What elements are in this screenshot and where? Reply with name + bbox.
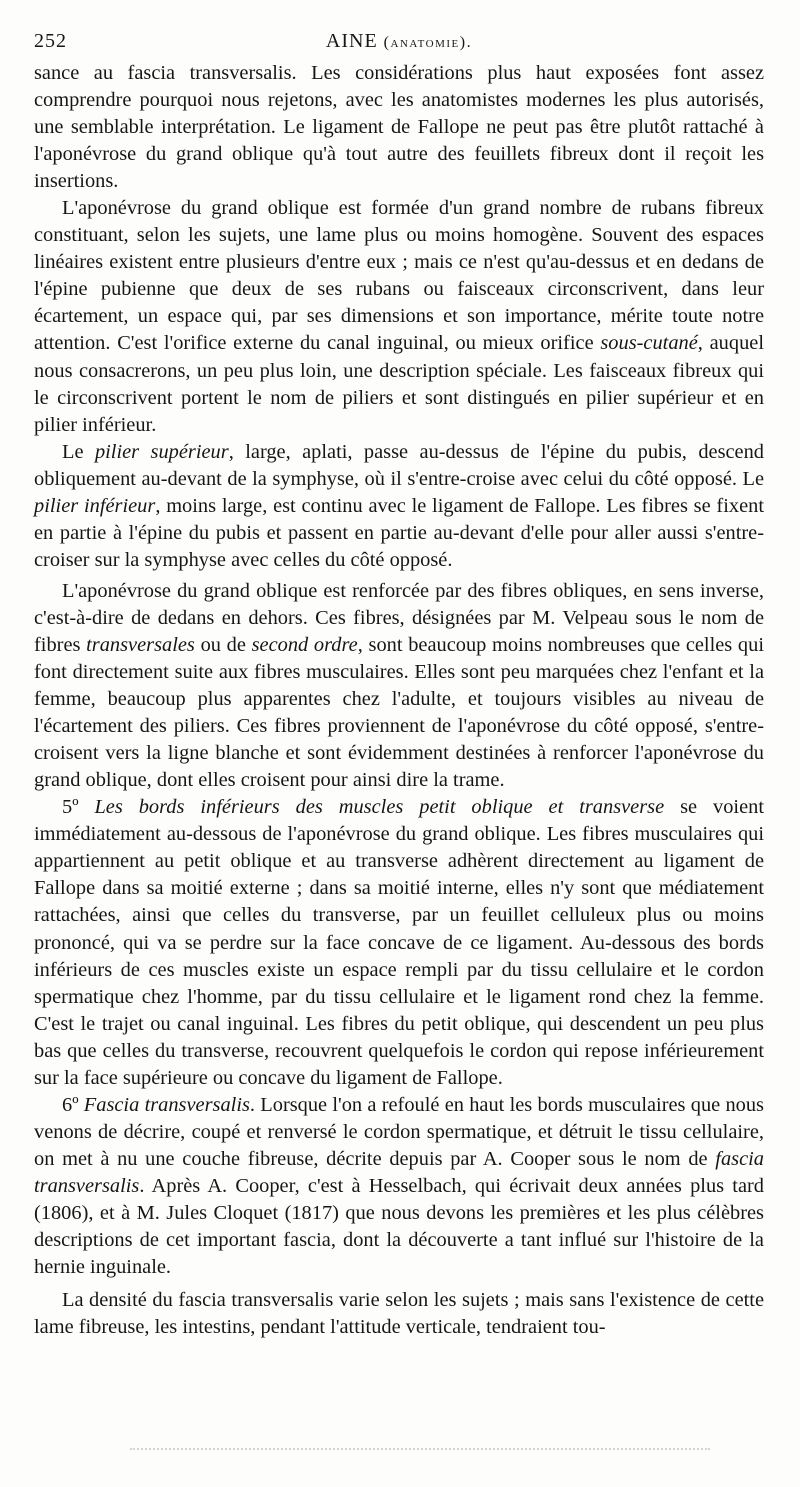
paragraph: [34, 794, 764, 1092]
text-run: se voient immédiatement au-dessous de l'aponévrose du grand oblique. Les fibres musculaires qui appartiennent au petit oblique et au transverse adhèrent directement au ligament de Fallope dans sa moitié externe ; dans sa moitié interne, elles n'y sont que médiatement rattachées, ainsi que celles du transverse, par un feuillet celluleux plus ou moins prononcé, qui va se perdre sur la face concave de ce ligament. Au-dessous des bords inférieurs de ces muscles existe un espace rempli par du tissu cellulaire et le cordon spermatique chez l'homme, par du tissu cellulaire et le ligament rond chez la femme. C'est le trajet ou canal inguinal. Les fibres du petit oblique, qui descendent un peu plus bas que celles du transverse, recouvrent quelquefois le cordon qui repose inférieurement sur la face supérieure ou concave du ligament de Fallope.: [34, 796, 764, 1089]
paragraph: [34, 578, 764, 794]
paragraph: [34, 1092, 764, 1281]
italic-term: sous-cutané: [600, 332, 698, 355]
text-run: L'aponévrose du grand oblique est formée d'un grand nombre de rubans fibreux constituant, selon les sujets, une lame plus ou moins homogène. Souvent des espaces linéaires existent entre plusieurs d'entre eux ; mais ce n'est qu'au-dessus et en dedans de l'épine pubienne que deux de ses rubans ou faisceaux circonscrivent, dans leur écartement, un espace qui, par ses dimensions et son importance, mérite toute notre attention. C'est l'orifice externe du canal inguinal, ou mieux orifice: [34, 197, 764, 355]
text-run: , sont beaucoup moins nombreuses que celles qui font directement suite aux fibres musculaires. Elles sont peu marquées chez l'enfant et la femme, beaucoup plus apparentes chez l'adulte, et toujours visibles au niveau de l'écartement des piliers. Ces fibres proviennent de l'aponévrose du côté opposé, s'entre-croisent vers la ligne blanche et sont évidemment destinées à renforcer l'aponévrose du grand oblique, dont elles croisent pour ainsi dire la trame.: [34, 633, 764, 792]
running-head: [34, 30, 764, 53]
page-bottom-mark: [130, 1448, 710, 1456]
paragraph: [34, 439, 764, 574]
paragraph: [34, 1287, 764, 1341]
text-run: . Après A. Cooper, c'est à Hesselbach, qui écrivait deux années plus tard (1806), et à M. Jules Cloquet (1817) que nous devons les premières et les plus célèbres descriptions de cet important fascia, dont la découverte a tant influé sur l'histoire de la hernie inguinale.: [34, 1174, 764, 1279]
italic-term: transversales: [86, 633, 195, 656]
text-run: ou de: [194, 633, 252, 656]
text-run: 6º: [62, 1093, 84, 1116]
italic-term: second ordre: [251, 633, 358, 656]
text-run: 5º: [62, 796, 95, 819]
text-run: , moins large, est continu avec le ligament de Fallope. Les fibres se fixent en partie à l'épine du pubis et passent en partie au-devant d'elle pour aller aussi s'entre-croiser sur la symphyse avec celles du côté opposé.: [34, 494, 764, 571]
text-run: La densité du fascia transversalis varie selon les sujets ; mais sans l'existence de cette lame fibreuse, les intestins, pendant l'attitude verticale, tendraient tou-: [34, 1289, 764, 1339]
text-run: . Lorsque l'on a refoulé en haut les bords musculaires que nous venons de décrire, coupé et renversé le cordon spermatique, et détruit le tissu cellulaire, on met à nu une couche fibreuse, décrite depuis par A. Cooper sous le nom de: [34, 1093, 764, 1170]
paragraph: [34, 60, 764, 195]
text-run: L'aponévrose du grand oblique est renforcée par des fibres obliques, en sens inverse, c'est-à-dire de dedans en dehors. Ces fibres, désignées par M. Velpeau sous le nom de fibres: [34, 579, 764, 656]
italic-term: Fascia transversalis: [83, 1093, 250, 1116]
paragraph: [34, 195, 764, 438]
italic-term: fascia transversalis: [34, 1147, 764, 1197]
running-head-title: AINE: [325, 30, 378, 52]
text-run: , auquel nous consacrerons, un peu plus loin, une description spéciale. Les faisceaux fibreux qui le circonscrivent portent le nom de piliers et sont distingués en pilier supérieur et en pilier inférieur.: [34, 332, 764, 436]
running-head-subtitle: (anatomie).: [383, 34, 473, 51]
italic-term: pilier supérieur: [94, 440, 229, 463]
italic-term: Les bords inférieurs des muscles petit oblique et transverse: [94, 796, 665, 819]
body-text: [34, 60, 764, 1341]
text-run: , large, aplati, passe au-dessus de l'épine du pubis, descend obliquement au-devant de la symphyse, où il s'entre-croise avec celui du côté opposé. Le: [34, 440, 765, 490]
text-run: sance au fascia transversalis. Les considérations plus haut exposées font assez comprendre pourquoi nous rejetons, avec les anatomistes modernes les plus autorisés, une semblable interprétation. Le ligament de Fallope ne peut pas être plutôt rattaché à l'aponévrose du grand oblique qu'à tout autre des feuillets fibreux dont il reçoit les insertions.: [34, 62, 764, 193]
page-number: 252: [34, 30, 67, 52]
page-header: [34, 30, 764, 60]
italic-term: pilier inférieur: [34, 494, 156, 517]
text-run: Le: [62, 440, 95, 463]
